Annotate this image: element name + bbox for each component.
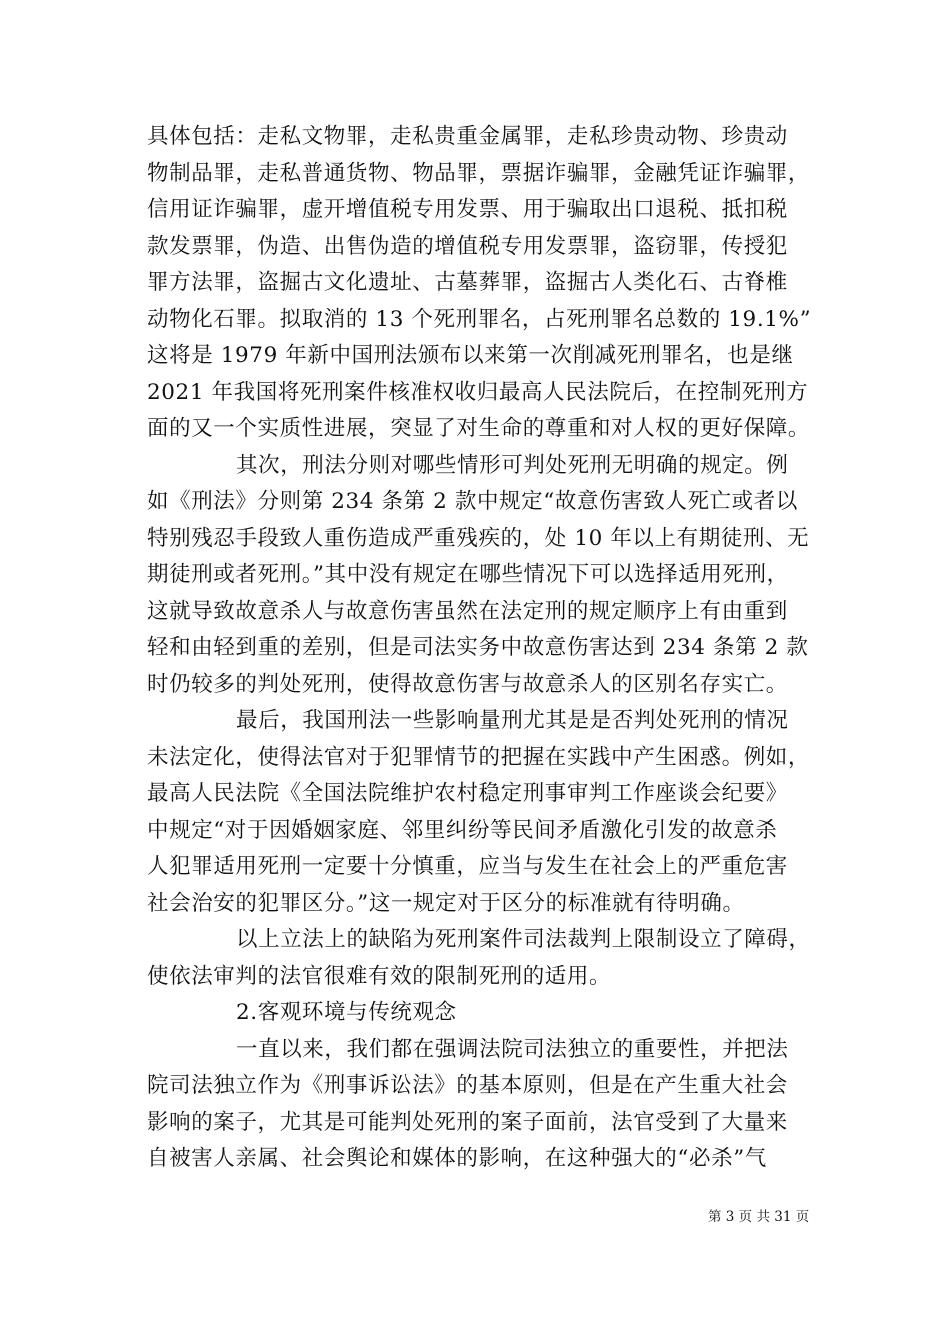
body-line: 期徒刑或者死刑。”其中没有规定在哪些情况下可以选择适用死刑， (147, 562, 789, 587)
body-line: 具体包括：走私文物罪，走私贵重金属罪，走私珍贵动物、珍贵动 (147, 124, 788, 149)
body-line: 这就导致故意杀人与故意伤害虽然在法定刑的规定顺序上有由重到 (147, 599, 788, 624)
body-line: 特别残忍手段致人重伤造成严重残疾的，处 10 年以上有期徒刑、无 (147, 526, 810, 551)
body-line: 面的又一个实质性进展，突显了对生命的尊重和对人权的更好保障。 (147, 416, 811, 441)
body-line: 轻和由轻到重的差别，但是司法实务中故意伤害达到 234 条第 2 款 (147, 635, 809, 660)
paragraph-start-line: 以上立法上的缺陷为死刑案件司法裁判上限制设立了障碍， (236, 927, 811, 952)
body-line: 时仍较多的判处死刑，使得故意伤害与故意杀人的区别名存实亡。 (147, 672, 788, 697)
paragraph-start-line: 一直以来，我们都在强调法院司法独立的重要性，并把法 (236, 1037, 789, 1062)
paragraph-start-line: 最后，我国刑法一些影响量刑尤其是是否判处死刑的情况 (236, 708, 789, 733)
body-line: 社会治安的犯罪区分。”这一规定对于区分的标准就有待明确。 (147, 891, 745, 916)
body-line: 影响的案子，尤其是可能判处死刑的案子面前，法官受到了大量来 (147, 1110, 788, 1135)
body-line: 院司法独立作为《刑事诉讼法》的基本原则，但是在产生重大社会 (147, 1073, 788, 1098)
body-line: 这将是 1979 年新中国刑法颁布以来第一次削减死刑罪名，也是继 (147, 343, 794, 368)
body-line: 款发票罪，伪造、出售伪造的增值税专用发票罪，盗窃罪，传授犯 (147, 234, 788, 259)
paragraph-start-line: 其次，刑法分则对哪些情形可判处死刑无明确的规定。例 (236, 453, 789, 478)
body-line: 自被害人亲属、社会舆论和媒体的影响，在这种强大的“必杀”气 (147, 1146, 767, 1171)
body-line: 罪方法罪，盗掘古文化遗址、古墓葬罪，盗掘古人类化石、古脊椎 (147, 270, 788, 295)
page-number-footer: 第 3 页 共 31 页 (708, 1209, 810, 1225)
body-line: 未法定化，使得法官对于犯罪情节的把握在实践中产生困惑。例如， (147, 745, 811, 770)
section-heading: 2.客观环境与传统观念 (236, 1000, 457, 1025)
body-line: 最高人民法院《全国法院维护农村稳定刑事审判工作座谈会纪要》 (147, 781, 788, 806)
body-line: 中规定“对于因婚姻家庭、邻里纠纷等民间矛盾激化引发的故意杀 (147, 818, 778, 843)
body-line: 2021 年我国将死刑案件核准权收归最高人民法院后，在控制死刑方 (147, 380, 809, 405)
body-line: 信用证诈骗罪，虚开增值税专用发票、用于骗取出口退税、抵扣税 (147, 197, 788, 222)
body-line: 使依法审判的法官很难有效的限制死刑的适用。 (147, 964, 612, 989)
body-line: 动物化石罪。拟取消的 13 个死刑罪名，占死刑罪名总数的 19.1%” (147, 307, 812, 332)
body-line: 人犯罪适用死刑一定要十分慎重，应当与发生在社会上的严重危害 (147, 854, 788, 879)
body-line: 如《刑法》分则第 234 条第 2 款中规定“故意伤害致人死亡或者以 (147, 489, 798, 514)
body-line: 物制品罪，走私普通货物、物品罪，票据诈骗罪，金融凭证诈骗罪， (147, 161, 811, 186)
